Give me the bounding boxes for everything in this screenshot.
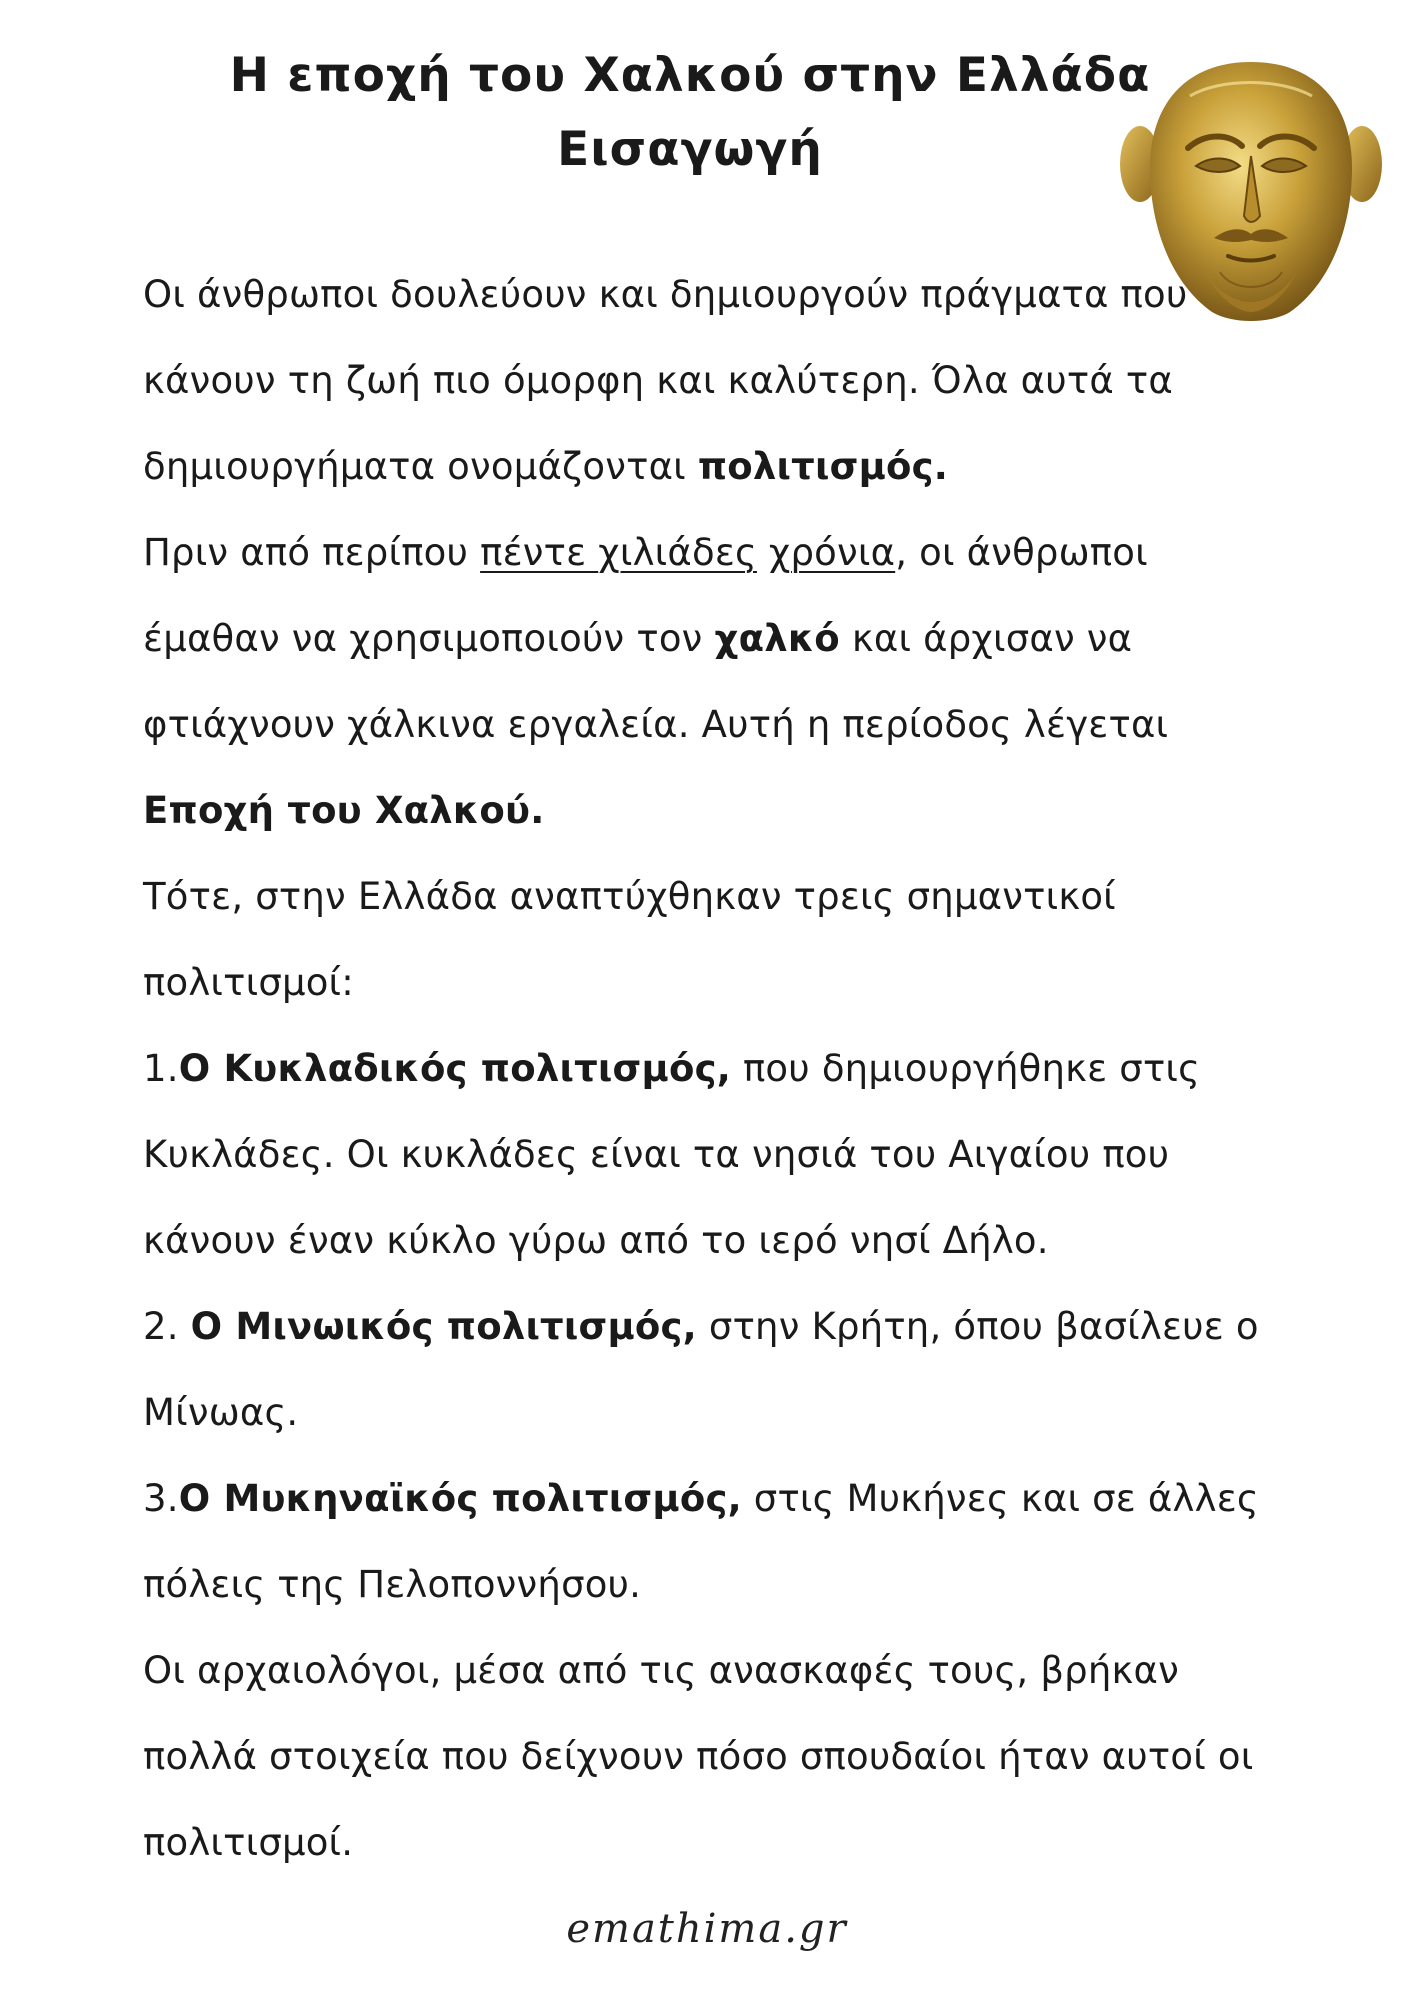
bold-term: πολιτισμός. [697, 445, 949, 488]
paragraph-line [143, 358, 1173, 404]
paragraph-line [143, 1820, 353, 1866]
bold-term: χαλκό [714, 617, 840, 660]
text-span: , οι άνθρωποι [895, 531, 1148, 574]
text-span: στις Μυκήνες και σε άλλες [741, 1477, 1259, 1520]
text-span: Πριν από περίπου [143, 531, 481, 574]
text-span: κάνουν τη ζωή πιο όμορφη και καλύτερη. Όλα αυτά τα [143, 359, 1173, 402]
paragraph-line [143, 616, 1132, 662]
site-signature: emathima.gr [566, 1906, 848, 1952]
list-item [143, 1476, 1259, 1522]
page-title: Η εποχή του Χαλκού στην Ελλάδα [229, 48, 1151, 103]
paragraph-line [143, 530, 1148, 576]
list-item [143, 1304, 1259, 1350]
bold-term: Εποχή του Χαλκού. [143, 789, 545, 832]
underlined-term: χρόνια [768, 531, 896, 574]
paragraph-line [143, 960, 354, 1006]
paragraph-line [143, 1562, 641, 1608]
text-span: Μίνωας. [143, 1391, 299, 1434]
page-subtitle: Εισαγωγή [557, 122, 823, 177]
paragraph-line [143, 702, 1168, 748]
list-item [143, 1046, 1200, 1092]
text-span: δημιουργήματα ονομάζονται [143, 445, 698, 488]
text-span: πολιτισμοί: [143, 961, 354, 1004]
bold-term: Ο Μυκηναϊκός πολιτισμός, [178, 1477, 742, 1520]
text-span: Οι άνθρωποι δουλεύουν και δημιουργούν πράγματα που [143, 273, 1188, 316]
list-number: 1. [143, 1047, 179, 1090]
list-number: 2. [143, 1305, 191, 1348]
text-span: Κυκλάδες. Οι κυκλάδες είναι τα νησιά του Αιγαίου που [143, 1133, 1170, 1176]
paragraph-line [143, 874, 1116, 920]
text-span: πόλεις της Πελοποννήσου. [143, 1563, 642, 1606]
text-span: φτιάχνουν χάλκινα εργαλεία. Αυτή η περίοδος λέγεται [143, 703, 1169, 746]
text-span: στην Κρήτη, όπου βασίλευε ο [696, 1305, 1259, 1348]
paragraph-line [143, 444, 948, 490]
text-span: Οι αρχαιολόγοι, μέσα από τις ανασκαφές τους, βρήκαν [143, 1649, 1179, 1692]
text-span: πολιτισμοί. [143, 1821, 354, 1864]
paragraph-line [143, 1390, 298, 1436]
list-number: 3. [143, 1477, 179, 1520]
paragraph-line [143, 1734, 1253, 1780]
paragraph-line [143, 272, 1187, 318]
paragraph-line [143, 1648, 1179, 1694]
text-span: κάνουν έναν κύκλο γύρω από το ιερό νησί Δήλο. [143, 1219, 1049, 1262]
underlined-term: πέντε [480, 531, 599, 574]
bold-term: Ο Κυκλαδικός πολιτισμός, [178, 1047, 731, 1090]
text-span: που δημιουργήθηκε στις [730, 1047, 1201, 1090]
paragraph-line [143, 1132, 1169, 1178]
paragraph-line [143, 1218, 1049, 1264]
bold-term: Ο Μινωικός πολιτισμός, [190, 1305, 697, 1348]
underlined-term: χιλιάδες [598, 531, 757, 574]
text-span: έμαθαν να χρησιμοποιούν τον [143, 617, 715, 660]
text-span [757, 531, 769, 574]
text-span: και άρχισαν να [839, 617, 1133, 660]
text-span: πολλά στοιχεία που δείχνουν πόσο σπουδαίοι ήταν αυτοί οι [143, 1735, 1254, 1778]
text-span: Τότε, στην Ελλάδα αναπτύχθηκαν τρεις σημαντικοί [143, 875, 1116, 918]
paragraph-line [143, 788, 544, 834]
